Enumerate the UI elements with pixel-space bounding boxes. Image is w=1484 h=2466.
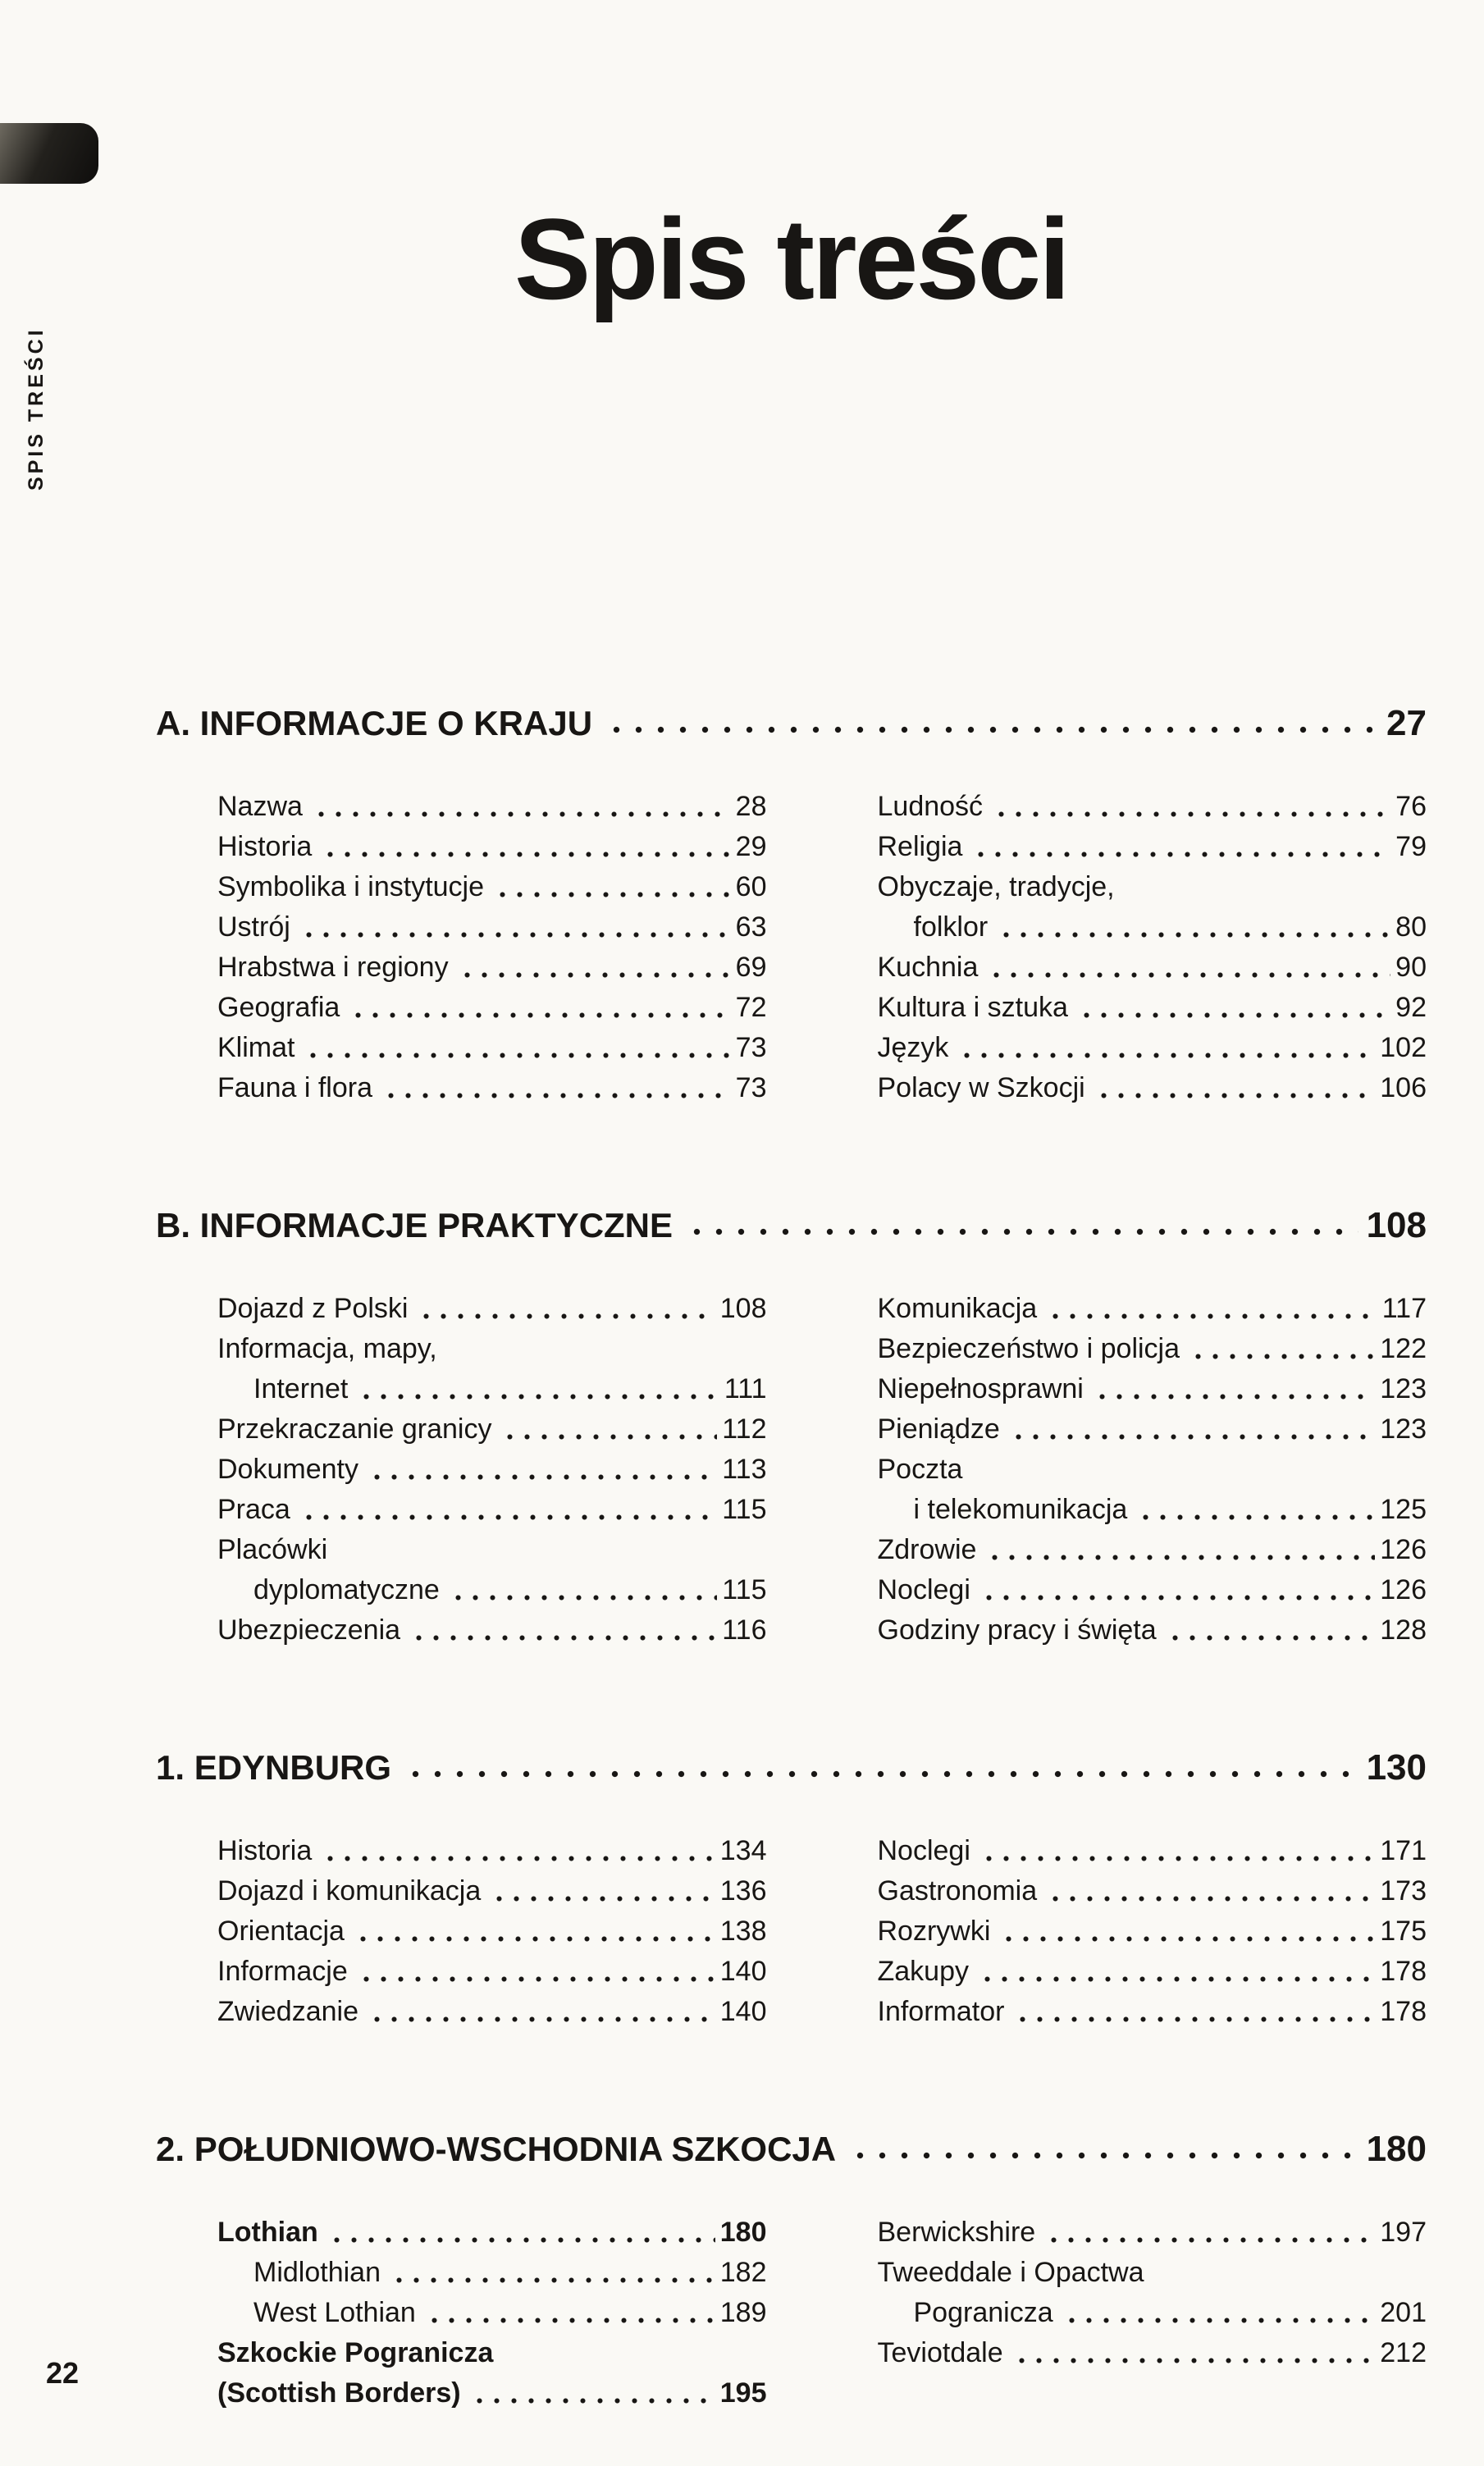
- dot-leader: [368, 1992, 715, 2032]
- entry-label: Religia: [877, 831, 963, 862]
- entry-page: 189: [719, 2297, 767, 2328]
- entry-label: dyplomatyczne: [253, 1574, 440, 1605]
- entry-label: Noclegi: [877, 1574, 970, 1605]
- entry-label: Dojazd i komunikacja: [217, 1875, 482, 1907]
- toc-entry: [217, 827, 767, 867]
- section-col-left: [217, 1831, 767, 2032]
- toc-entry: [217, 2333, 767, 2373]
- entry-label: Teviotdale: [877, 2337, 1003, 2368]
- entry-label: Placówki: [217, 1534, 328, 1565]
- toc-entry: [217, 1952, 767, 1992]
- entry-label: Poczta: [877, 1454, 963, 1485]
- entry-page: 69: [735, 952, 767, 983]
- dot-leader: [993, 787, 1390, 827]
- dot-leader: [300, 907, 731, 948]
- entry-label: Komunikacja: [877, 1293, 1038, 1324]
- entry-page: 140: [719, 1956, 767, 1987]
- toc-entry: [217, 1490, 767, 1530]
- toc-entry: [217, 2293, 767, 2333]
- dot-leader: [328, 2213, 715, 2253]
- section-columns: [156, 2213, 1427, 2413]
- toc-entry: [878, 1450, 1427, 1490]
- entry-label: Tweeddale i Opactwa: [877, 2257, 1144, 2288]
- entry-page: 195: [719, 2377, 767, 2409]
- entry-page: 128: [1380, 1614, 1427, 1646]
- dot-leader: [986, 1530, 1375, 1570]
- dot-leader: [1045, 2213, 1375, 2253]
- entry-label: Obyczaje, tradycje,: [877, 871, 1115, 902]
- entry-label: Midlothian: [253, 2257, 381, 2288]
- entry-label: Bezpieczeństwo i policja: [877, 1333, 1180, 1364]
- entry-page: 126: [1380, 1534, 1427, 1565]
- page-number: 22: [46, 2356, 80, 2390]
- section-col-left: [217, 787, 767, 1108]
- entry-page: 90: [1395, 952, 1427, 983]
- toc-entry: [217, 1068, 767, 1108]
- entry-label: Fauna i flora: [217, 1072, 372, 1103]
- toc-entry: [217, 1530, 767, 1570]
- entry-page: 126: [1380, 1574, 1427, 1605]
- entry-label: Zdrowie: [877, 1534, 977, 1565]
- section-col-right: [878, 1831, 1427, 2032]
- toc-entry: [878, 1952, 1427, 1992]
- toc-entry: [217, 2213, 767, 2253]
- entry-page: 108: [719, 1293, 767, 1324]
- entry-label: Godziny pracy i święta: [877, 1614, 1157, 1646]
- entry-label: Pieniądze: [877, 1413, 1000, 1445]
- dot-leader: [1010, 1409, 1375, 1450]
- entry-label: West Lothian: [253, 2297, 416, 2328]
- toc-entry: [878, 1289, 1427, 1329]
- entry-page: 171: [1380, 1835, 1427, 1866]
- dot-leader: [354, 1911, 715, 1952]
- entry-label: Informacje: [217, 1956, 348, 1987]
- section-header: [156, 1205, 1427, 1246]
- dot-leader: [1014, 1992, 1375, 2032]
- toc-entry: [217, 1871, 767, 1911]
- entry-page: 136: [719, 1875, 767, 1907]
- entry-page: 173: [1380, 1875, 1427, 1907]
- toc-entry: [878, 1490, 1427, 1530]
- entry-label: Polacy w Szkocji: [877, 1072, 1085, 1103]
- entry-page: 63: [735, 911, 767, 943]
- toc-section: [156, 703, 1427, 1108]
- dot-leader: [1047, 1871, 1375, 1911]
- entry-label: Lothian: [217, 2217, 318, 2248]
- section-header: [156, 2129, 1427, 2170]
- toc-entry: [217, 867, 767, 907]
- entry-label: i telekomunikacja: [913, 1494, 1128, 1525]
- chapter-tab-marker: [0, 123, 98, 184]
- section-label: 2. POŁUDNIOWO-WSCHODNIA SZKOCJA: [156, 2130, 837, 2168]
- entry-page: 117: [1381, 1293, 1427, 1324]
- toc-entry: [878, 2333, 1427, 2373]
- section-col-right: [878, 787, 1427, 1108]
- toc-entry: [878, 907, 1427, 948]
- sidebar-vertical-label: SPIS TREŚCI: [25, 327, 48, 491]
- toc-entry: [878, 787, 1427, 827]
- section-columns: [156, 1831, 1427, 2032]
- toc-entry: [878, 827, 1427, 867]
- dot-leader: [1137, 1490, 1375, 1530]
- section-header: [156, 1747, 1427, 1788]
- entry-label: Zwiedzanie: [217, 1996, 358, 2027]
- entry-label: Ustrój: [217, 911, 290, 943]
- toc-entry: [878, 1530, 1427, 1570]
- section-columns: [156, 787, 1427, 1108]
- entry-page: 60: [735, 871, 767, 902]
- entry-page: 76: [1395, 791, 1427, 822]
- toc-entry: [217, 787, 767, 827]
- entry-label: Noclegi: [877, 1835, 970, 1866]
- entry-label: folklor: [913, 911, 989, 943]
- entry-page: 115: [722, 1574, 767, 1605]
- toc-entry: [217, 1369, 767, 1409]
- entry-page: 197: [1380, 2217, 1427, 2248]
- entry-page: 80: [1395, 911, 1427, 943]
- dot-leader: [686, 1205, 1358, 1246]
- dot-leader: [988, 948, 1390, 988]
- entry-page: 115: [722, 1494, 767, 1525]
- section-page: 130: [1366, 1747, 1427, 1788]
- entry-label: Dokumenty: [217, 1454, 358, 1485]
- toc-entry: [217, 1831, 767, 1871]
- dot-leader: [1095, 1068, 1376, 1108]
- entry-page: 73: [735, 1032, 767, 1063]
- dot-leader: [418, 1289, 715, 1329]
- dot-leader: [300, 1490, 717, 1530]
- dot-leader: [304, 1028, 730, 1068]
- dot-leader: [382, 1068, 731, 1108]
- entry-label: Symbolika i instytucje: [217, 871, 485, 902]
- entry-label: Nazwa: [217, 791, 303, 822]
- section-col-left: [217, 2213, 767, 2413]
- section-label: A. INFORMACJE O KRAJU: [156, 704, 593, 742]
- entry-label: Orientacja: [217, 1916, 345, 1947]
- toc-entry: [217, 1610, 767, 1651]
- entry-page: 72: [735, 992, 767, 1023]
- dot-leader: [1189, 1329, 1375, 1369]
- dot-leader: [980, 1570, 1375, 1610]
- entry-label: Klimat: [217, 1032, 295, 1063]
- section-col-right: [878, 1289, 1427, 1651]
- toc-entry: [878, 1068, 1427, 1108]
- section-header: [156, 703, 1427, 744]
- toc-entry: [217, 907, 767, 948]
- entry-label: Zakupy: [877, 1956, 969, 1987]
- toc-entry: [217, 2373, 767, 2413]
- entry-page: 111: [724, 1373, 767, 1404]
- toc-entry: [878, 988, 1427, 1028]
- dot-leader: [605, 703, 1378, 744]
- toc-sections: [156, 703, 1427, 2413]
- entry-page: 123: [1380, 1413, 1427, 1445]
- entry-page: 29: [735, 831, 767, 862]
- dot-leader: [1000, 1911, 1375, 1952]
- toc-entry: [878, 1911, 1427, 1952]
- toc-entry: [878, 1831, 1427, 1871]
- dot-leader: [1063, 2293, 1376, 2333]
- entry-page: 182: [719, 2257, 767, 2288]
- section-columns: [156, 1289, 1427, 1651]
- toc-entry: [878, 2293, 1427, 2333]
- toc-entry: [217, 1028, 767, 1068]
- dot-leader: [410, 1610, 717, 1651]
- toc-entry: [217, 1289, 767, 1329]
- entry-label: Kultura i sztuka: [877, 992, 1068, 1023]
- dot-leader: [979, 1952, 1375, 1992]
- entry-page: 102: [1380, 1032, 1427, 1063]
- entry-page: 178: [1380, 1956, 1427, 1987]
- toc-entry: [878, 1610, 1427, 1651]
- entry-label: Informacja, mapy,: [217, 1333, 437, 1364]
- dot-leader: [972, 827, 1390, 867]
- entry-page: 112: [722, 1413, 767, 1445]
- dot-leader: [494, 867, 731, 907]
- toc-entry: [878, 1409, 1427, 1450]
- toc-entry: [217, 1450, 767, 1490]
- entry-page: 175: [1380, 1916, 1427, 1947]
- toc-entry: [217, 2253, 767, 2293]
- entry-page: 113: [722, 1454, 767, 1485]
- dot-leader: [1047, 1289, 1377, 1329]
- entry-label: Informator: [877, 1996, 1005, 2027]
- dot-leader: [958, 1028, 1375, 1068]
- entry-page: 106: [1380, 1072, 1427, 1103]
- toc-entry: [878, 1329, 1427, 1369]
- entry-label: (Scottish Borders): [217, 2377, 461, 2409]
- entry-label: Pogranicza: [913, 2297, 1053, 2328]
- toc-entry: [217, 988, 767, 1028]
- toc-entry: [878, 1369, 1427, 1409]
- toc-entry: [878, 948, 1427, 988]
- entry-page: 140: [719, 1996, 767, 2027]
- dot-leader: [849, 2129, 1358, 2170]
- entry-label: Historia: [217, 831, 313, 862]
- dot-leader: [390, 2253, 715, 2293]
- dot-leader: [426, 2293, 715, 2333]
- dot-leader: [322, 827, 730, 867]
- entry-label: Ludność: [877, 791, 984, 822]
- dot-leader: [358, 1369, 719, 1409]
- dot-leader: [471, 2373, 715, 2413]
- entry-label: Ubezpieczenia: [217, 1614, 401, 1646]
- dot-leader: [1013, 2333, 1376, 2373]
- entry-page: 92: [1395, 992, 1427, 1023]
- toc-entry: [217, 1409, 767, 1450]
- entry-label: Historia: [217, 1835, 313, 1866]
- toc-entry: [217, 948, 767, 988]
- entry-label: Dojazd z Polski: [217, 1293, 409, 1324]
- entry-label: Rozrywki: [877, 1916, 991, 1947]
- dot-leader: [358, 1952, 715, 1992]
- dot-leader: [450, 1570, 718, 1610]
- toc-section: [156, 1747, 1427, 2032]
- entry-page: 201: [1380, 2297, 1427, 2328]
- entry-page: 178: [1380, 1996, 1427, 2027]
- entry-label: Kuchnia: [877, 952, 979, 983]
- dot-leader: [368, 1450, 717, 1490]
- dot-leader: [404, 1747, 1358, 1788]
- dot-leader: [349, 988, 730, 1028]
- section-label: B. INFORMACJE PRAKTYCZNE: [156, 1206, 674, 1244]
- entry-label: Internet: [253, 1373, 349, 1404]
- entry-label: Niepełnosprawni: [877, 1373, 1084, 1404]
- entry-page: 123: [1380, 1373, 1427, 1404]
- toc-entry: [217, 1992, 767, 2032]
- section-page: 180: [1366, 2129, 1427, 2169]
- section-page: 27: [1386, 703, 1427, 743]
- entry-page: 180: [719, 2217, 767, 2248]
- section-col-right: [878, 2213, 1427, 2413]
- entry-label: Praca: [217, 1494, 290, 1525]
- dot-leader: [980, 1831, 1375, 1871]
- dot-leader: [313, 787, 731, 827]
- entry-label: Przekraczanie granicy: [217, 1413, 492, 1445]
- entry-label: Szkockie Pogranicza: [217, 2337, 494, 2368]
- dot-leader: [459, 948, 731, 988]
- entry-page: 134: [719, 1835, 767, 1866]
- toc-section: [156, 1205, 1427, 1651]
- book-page-content: [156, 0, 1427, 2413]
- toc-entry: [878, 2213, 1427, 2253]
- toc-entry: [878, 1570, 1427, 1610]
- entry-page: 122: [1380, 1333, 1427, 1364]
- entry-page: 212: [1380, 2337, 1427, 2368]
- entry-label: Geografia: [217, 992, 340, 1023]
- dot-leader: [1167, 1610, 1376, 1651]
- dot-leader: [998, 907, 1390, 948]
- dot-leader: [1094, 1369, 1375, 1409]
- toc-entry: [217, 1329, 767, 1369]
- toc-entry: [217, 1911, 767, 1952]
- toc-entry: [878, 2253, 1427, 2293]
- section-col-left: [217, 1289, 767, 1651]
- entry-page: 116: [722, 1614, 767, 1646]
- entry-page: 125: [1380, 1494, 1427, 1525]
- dot-leader: [1078, 988, 1390, 1028]
- toc-entry: [878, 1871, 1427, 1911]
- page-title: Spis treści: [514, 194, 1069, 323]
- entry-page: 79: [1395, 831, 1427, 862]
- toc-entry: [878, 1992, 1427, 2032]
- dot-leader: [491, 1871, 715, 1911]
- entry-label: Hrabstwa i regiony: [217, 952, 449, 983]
- entry-page: 138: [719, 1916, 767, 1947]
- entry-label: Gastronomia: [877, 1875, 1038, 1907]
- dot-leader: [322, 1831, 715, 1871]
- toc-entry: [217, 1570, 767, 1610]
- entry-page: 73: [735, 1072, 767, 1103]
- toc-section: [156, 2129, 1427, 2413]
- section-page: 108: [1366, 1205, 1427, 1245]
- entry-page: 28: [735, 791, 767, 822]
- entry-label: Język: [877, 1032, 949, 1063]
- toc-entry: [878, 867, 1427, 907]
- section-label: 1. EDYNBURG: [156, 1748, 392, 1787]
- toc-entry: [878, 1028, 1427, 1068]
- dot-leader: [501, 1409, 717, 1450]
- entry-label: Berwickshire: [877, 2217, 1036, 2248]
